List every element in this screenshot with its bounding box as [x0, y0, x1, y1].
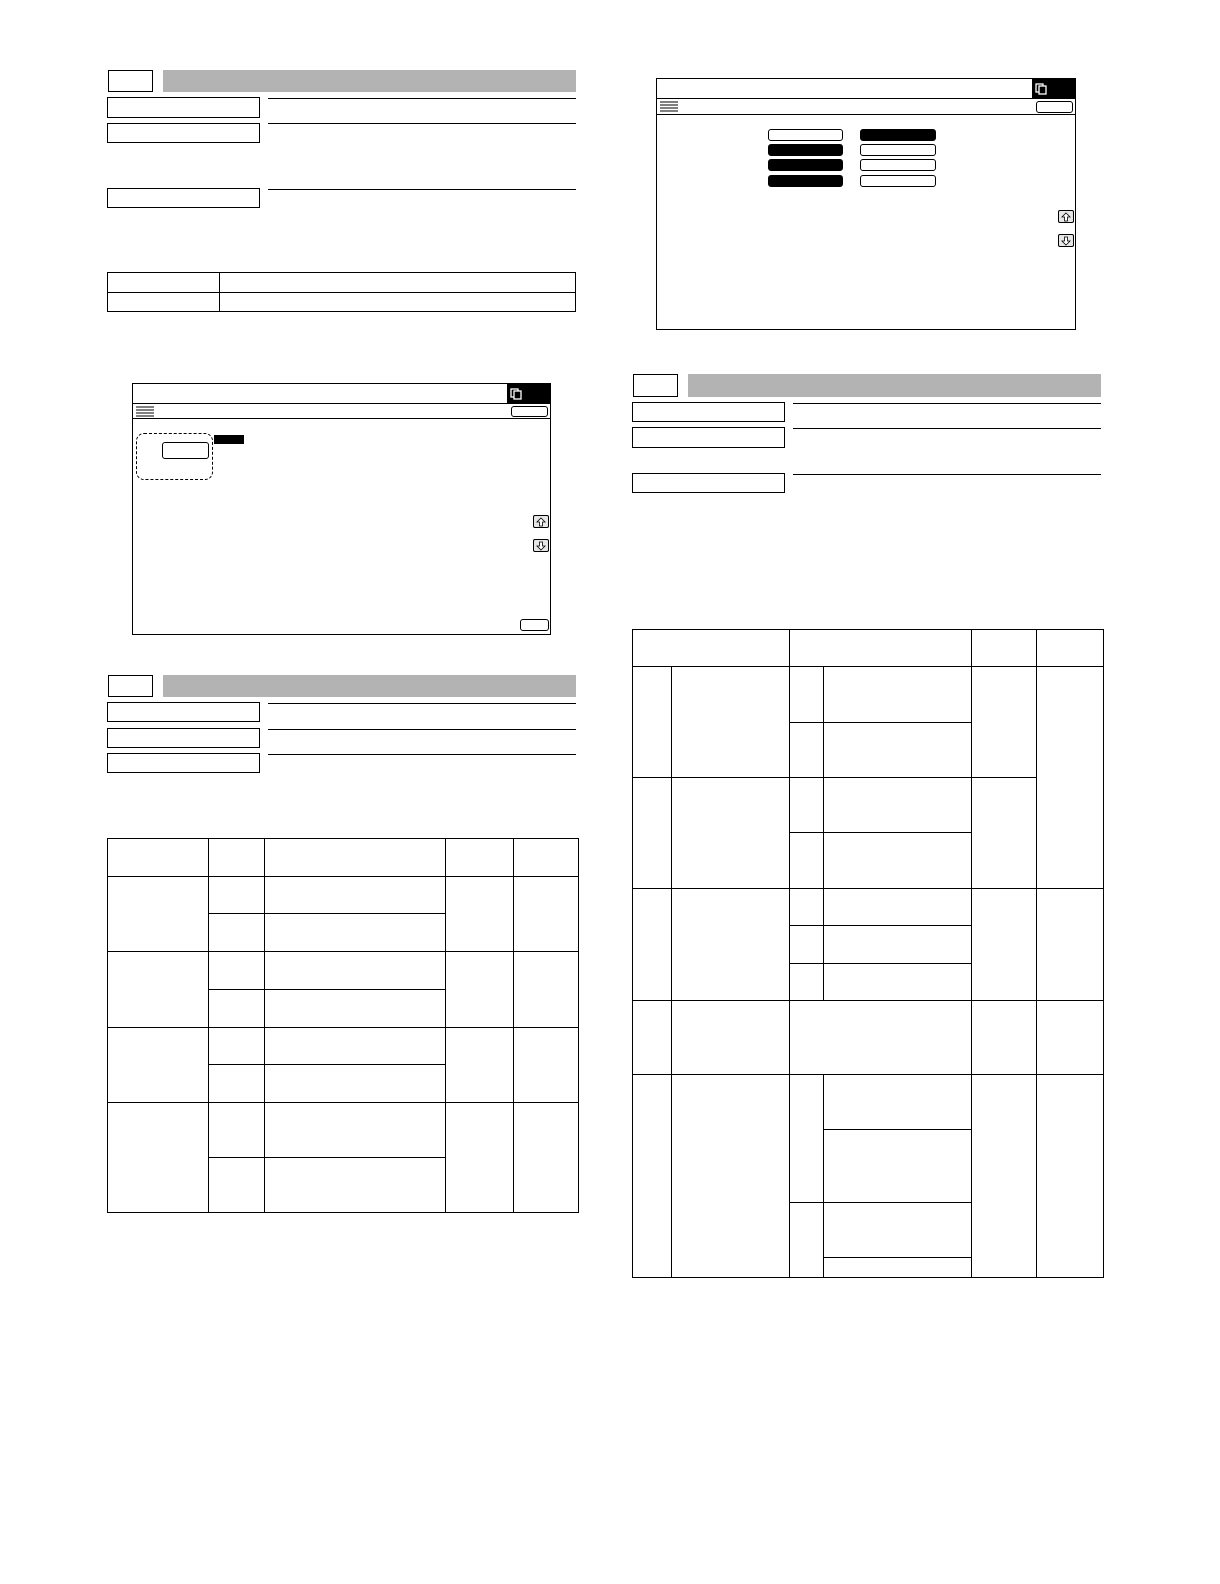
field-label — [632, 427, 785, 448]
table-cell — [209, 914, 265, 952]
table-cell — [1037, 1001, 1104, 1075]
table-cell — [1037, 889, 1104, 1001]
table-cell — [265, 877, 446, 914]
table-cell — [790, 964, 824, 1001]
option-button-selected[interactable] — [768, 159, 843, 171]
section-title-bar — [163, 70, 576, 92]
table-cell — [972, 1001, 1037, 1075]
screen-title — [661, 81, 1021, 97]
table-row — [633, 1075, 1104, 1130]
table-cell — [265, 952, 446, 990]
table-cell — [790, 1075, 824, 1203]
table-cell — [790, 889, 824, 926]
arrow-up-icon[interactable] — [533, 515, 549, 528]
table-cell — [972, 1075, 1037, 1278]
table-cell — [209, 877, 265, 914]
menu-lines-icon[interactable] — [136, 404, 154, 423]
table-cell — [446, 1028, 514, 1103]
table-cell — [108, 1028, 209, 1103]
field-rule — [268, 189, 576, 190]
field-label — [107, 753, 260, 773]
table-cell — [824, 1203, 972, 1258]
field-rule — [793, 474, 1101, 475]
table-cell — [265, 1158, 446, 1213]
table-cell — [824, 964, 972, 1001]
table-cell — [824, 1075, 972, 1130]
table-cell — [790, 1203, 824, 1278]
option-button-selected[interactable] — [768, 144, 843, 156]
arrow-down-icon[interactable] — [1058, 234, 1074, 247]
table-cell — [824, 723, 972, 778]
field-label — [107, 97, 260, 118]
table-cell — [108, 952, 209, 1028]
screen-divider — [133, 418, 550, 419]
option-button[interactable] — [768, 129, 843, 141]
table-cell — [209, 1028, 265, 1065]
table-cell — [672, 778, 790, 889]
table-cell — [265, 1065, 446, 1103]
table-cell — [1037, 1075, 1104, 1278]
field-label — [632, 473, 785, 493]
table-cell — [790, 630, 972, 667]
info-table — [107, 272, 576, 312]
info-cell — [220, 273, 576, 293]
screen-divider — [657, 114, 1075, 115]
table-cell — [265, 990, 446, 1028]
table-cell — [209, 839, 265, 877]
copy-badge[interactable] — [1032, 79, 1075, 98]
copy-badge[interactable] — [507, 384, 550, 403]
table-cell — [446, 952, 514, 1028]
table-cell — [265, 1103, 446, 1158]
table-cell — [1037, 667, 1104, 889]
table-cell — [790, 723, 824, 778]
table-cell — [108, 1103, 209, 1213]
table-cell — [514, 877, 579, 952]
arrow-down-icon[interactable] — [533, 539, 549, 552]
table-cell — [514, 952, 579, 1028]
field-rule — [268, 754, 576, 755]
field-label — [107, 702, 260, 722]
table-cell — [209, 952, 265, 990]
table-cell — [824, 926, 972, 964]
screen-divider — [133, 403, 550, 404]
table-cell — [514, 1103, 579, 1213]
section-title-bar — [163, 675, 576, 697]
table-cell — [633, 778, 672, 889]
table-cell — [790, 833, 824, 889]
info-cell — [108, 292, 220, 312]
arrow-up-icon[interactable] — [1058, 210, 1074, 223]
table-cell — [514, 1028, 579, 1103]
table-cell — [972, 889, 1037, 1001]
table-cell — [672, 889, 790, 1001]
table-cell — [209, 990, 265, 1028]
field-rule — [268, 98, 576, 99]
table-cell — [972, 778, 1037, 889]
table-row — [108, 1028, 579, 1065]
lcd-screen — [132, 383, 551, 635]
menu-lines-icon[interactable] — [660, 99, 678, 118]
value-tag — [214, 435, 244, 444]
info-cell — [108, 273, 220, 293]
table-cell — [633, 889, 672, 1001]
table-cell — [824, 667, 972, 723]
table-cell — [672, 1001, 790, 1075]
field-label — [107, 188, 260, 208]
table-cell — [824, 1130, 972, 1203]
section-code-box — [108, 70, 153, 92]
table-header-row — [108, 839, 579, 877]
field-rule — [793, 403, 1101, 404]
field-rule — [268, 123, 576, 124]
table-cell — [672, 1075, 790, 1278]
table-cell — [633, 630, 790, 667]
table-cell — [514, 839, 579, 877]
table-cell — [672, 667, 790, 778]
table-cell — [972, 630, 1037, 667]
table-row — [108, 1103, 579, 1158]
section-code-box — [633, 374, 678, 397]
table-cell — [1037, 630, 1104, 667]
table-cell — [824, 889, 972, 926]
info-cell — [220, 292, 576, 312]
table-cell — [209, 1158, 265, 1213]
lcd-screen — [656, 78, 1076, 330]
option-button[interactable] — [860, 159, 936, 171]
table-cell — [790, 667, 824, 723]
table-cell — [824, 1258, 972, 1278]
ok-button[interactable] — [520, 619, 549, 631]
table-cell — [265, 839, 446, 877]
option-button[interactable] — [860, 175, 936, 187]
copy-icon — [510, 388, 522, 400]
table-cell — [824, 833, 972, 889]
option-button-selected[interactable] — [860, 129, 936, 141]
table-cell — [633, 1075, 672, 1278]
table-header-row — [633, 630, 1104, 667]
table-cell — [446, 839, 514, 877]
table-row — [633, 1001, 1104, 1075]
field-rule — [268, 703, 576, 704]
table-cell — [265, 914, 446, 952]
data-table — [107, 838, 579, 1213]
screen-title — [137, 386, 497, 402]
table-cell — [209, 1065, 265, 1103]
data-table — [632, 629, 1104, 1278]
copy-icon — [1035, 83, 1047, 95]
table-cell — [633, 1001, 672, 1075]
table-row — [633, 667, 1104, 723]
option-button-selected[interactable] — [768, 175, 843, 187]
field-label — [107, 123, 260, 143]
table-cell — [446, 1103, 514, 1213]
field-label — [107, 728, 260, 748]
field-rule — [793, 428, 1101, 429]
table-cell — [108, 877, 209, 952]
table-row — [108, 877, 579, 914]
table-cell — [790, 778, 824, 833]
section-code-box — [108, 675, 153, 697]
table-cell — [790, 1001, 972, 1075]
table-cell — [790, 926, 824, 964]
table-row — [633, 778, 1104, 833]
setting-button[interactable] — [162, 442, 209, 459]
table-row — [108, 952, 579, 990]
table-cell — [209, 1103, 265, 1158]
field-label — [632, 402, 785, 422]
option-button[interactable] — [860, 144, 936, 156]
field-rule — [268, 729, 576, 730]
table-row — [633, 889, 1104, 926]
table-cell — [972, 667, 1037, 778]
table-cell — [633, 667, 672, 778]
table-cell — [446, 877, 514, 952]
table-cell — [108, 839, 209, 877]
screen-divider — [657, 98, 1075, 99]
top-right-button[interactable] — [1036, 101, 1073, 113]
top-right-button[interactable] — [511, 406, 548, 417]
table-cell — [265, 1028, 446, 1065]
section-title-bar — [688, 374, 1101, 397]
table-cell — [824, 778, 972, 833]
